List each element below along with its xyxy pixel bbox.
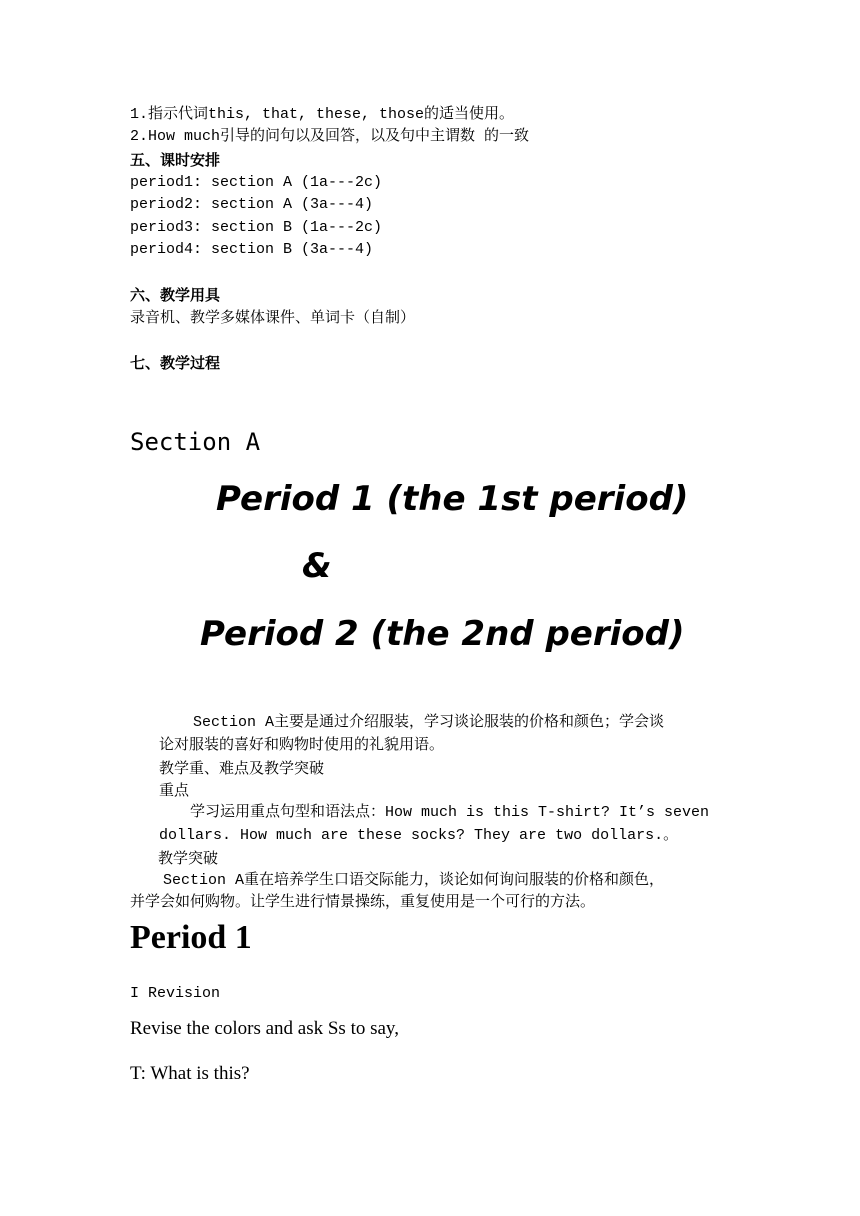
tools-heading: 六、教学用具 (130, 286, 221, 304)
section-title: Section A (130, 428, 261, 456)
ampersand: & (302, 546, 332, 586)
revision-instruction: Revise the colors and ask Ss to say, (130, 1018, 399, 1039)
objective-item-2: 2.How much引导的问句以及回答，以及句中主谓数 的一致 (130, 128, 530, 145)
process-heading: 七、教学过程 (130, 354, 221, 372)
key-points-line-1: 学习运用重点句型和语法点：How much is this T-shirt? It’s seven (190, 804, 710, 821)
period-title-2: Period 2 (the 2nd period) (200, 614, 685, 654)
key-points-subheading: 重点 (159, 781, 190, 799)
period-title-1: Period 1 (the 1st period) (216, 479, 689, 519)
revision-dialogue-line: T: What is this? (130, 1063, 250, 1084)
schedule-period-2: period2: section A (3a---4) (130, 196, 374, 213)
intro-line-2: 论对服装的喜好和购物时使用的礼貌用语。 (159, 737, 445, 754)
schedule-period-4: period4: section B (3a---4) (130, 241, 374, 258)
intro-line-1: Section A主要是通过介绍服装，学习谈论服装的价格和颜色；学会谈 (193, 714, 665, 731)
revision-heading: I Revision (130, 985, 221, 1002)
key-points-line-2: dollars. How much are these socks? They are two dollars.。 (159, 827, 679, 844)
breakthrough-line-2: 并学会如何购物。让学生进行情景操练，重复使用是一个可行的方法。 (130, 894, 596, 911)
key-points-heading: 教学重、难点及教学突破 (159, 759, 325, 777)
schedule-period-3: period3: section B (1a---2c) (130, 219, 383, 236)
schedule-period-1: period1: section A (1a---2c) (130, 174, 383, 191)
schedule-heading: 五、课时安排 (130, 151, 221, 169)
tools-text: 录音机、教学多媒体课件、单词卡（自制） (130, 308, 416, 326)
objective-item-1: 1.指示代词this, that, these, those的适当使用。 (130, 106, 515, 123)
breakthrough-heading: 教学突破 (158, 849, 219, 867)
period-1-heading: Period 1 (130, 919, 252, 956)
breakthrough-line-1: Section A重在培养学生口语交际能力，谈论如何询问服装的价格和颜色， (163, 872, 665, 889)
